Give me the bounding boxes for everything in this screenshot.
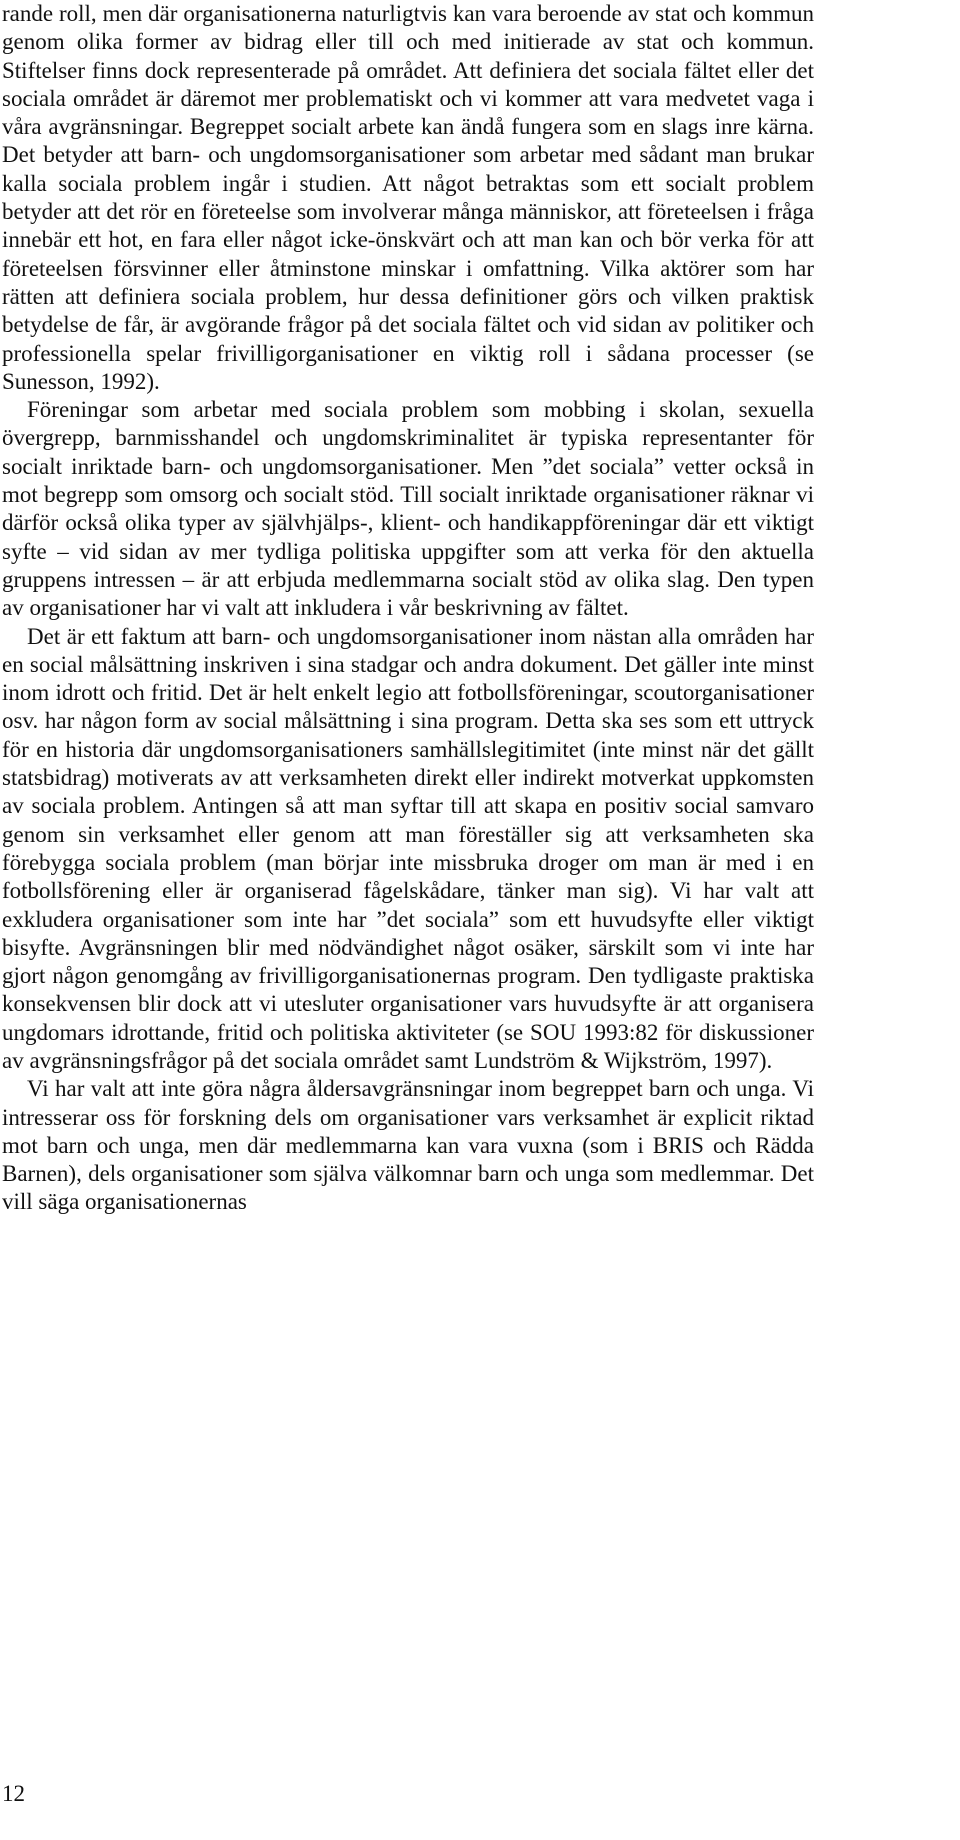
- page-number: 12: [2, 1781, 25, 1806]
- paragraph-4: Vi har valt att inte göra några åldersavgränsningar inom begreppet barn och unga. Vi intresserar oss för forskning dels om organisationer vars verksamhet är explicit riktad mot barn och unga, men där medlemmarna kan vara vuxna (som i BRIS och Rädda Barnen), dels organisationer som själva välkomnar barn och unga som medlemmar. Det vill säga organisationernas: [2, 1076, 814, 1215]
- paragraph-3: Det är ett faktum att barn- och ungdomsorganisationer inom nästan alla områden har en social målsättning inskriven i sina stadgar och andra dokument. Det gäller inte minst inom idrott och fritid. Det är helt enkelt legio att fotbollsföreningar, scoutorganisationer osv. har någon form av social målsättning i sina program. Detta ska ses som ett uttryck för en historia där ungdomsorganisationers samhällslegitimitet (inte minst när det gällt statsbidrag) motiverats av att verksamheten direkt eller indirekt motverkat uppkomsten av sociala problem. Antingen så att man syftar till att skapa en positiv social samvaro genom sin verksamhet eller genom att man föreställer sig att verksamheten ska förebygga sociala problem (man börjar inte missbruka droger om man är med i en fotbollsförening eller är organiserad fågelskådare, tänker man sig). Vi har valt att exkludera organisationer som inte har ”det sociala” som ett huvudsyfte eller viktigt bisyfte. Avgränsningen blir med nödvändighet något osäker, särskilt som vi inte har gjort någon genomgång av frivilligorganisationernas program. Den tydligaste praktiska konsekvensen blir dock att vi utesluter organisationer vars huvudsyfte är att organisera ungdomars idrottande, fritid och politiska aktiviteter (se SOU 1993:82 för diskussioner av avgränsningsfrågor på det sociala området samt Lundström & Wijkström, 1997).: [2, 623, 814, 1073]
- paragraph-2: Föreningar som arbetar med sociala problem som mobbing i skolan, sexuella övergrepp, barnmisshandel och ungdomskriminalitet är typiska representanter för socialt inriktade barn- och ungdomsorganisationer. Men ”det sociala” vetter också in mot begrepp som omsorg och socialt stöd. Till socialt inriktade organisationer räknar vi därför också olika typer av självhjälps-, klient- och handikappföreningar där ett viktigt syfte – vid sidan av mer tydliga politiska uppgifter som att verka för den aktuella gruppens intressen – är att erbjuda medlemmarna socialt stöd av olika slag. Den typen av organisationer har vi valt att inkludera i vår beskrivning av fältet.: [2, 397, 814, 621]
- paragraph-1: rande roll, men där organisationerna naturligtvis kan vara beroende av stat och kommun genom olika former av bidrag eller till och med initierade av stat och kommun. Stiftelser finns dock representerade på området. Att definiera det sociala fältet eller det sociala området är däremot mer problematiskt och vi kommer att vara medvetet vaga i våra avgränsningar. Begreppet socialt arbete kan ändå fungera som en slags inre kärna. Det betyder att barn- och ungdomsorganisationer som arbetar med sådant man brukar kalla sociala problem ingår i studien. Att något betraktas som ett socialt problem betyder att det rör en företeelse som involverar många människor, att företeelsen i fråga innebär ett hot, en fara eller något icke-önskvärt och att man kan och bör verka för att företeelsen försvinner eller åtminstone minskar i omfattning. Vilka aktörer som har rätten att definiera sociala problem, hur dessa definitioner görs och vilken praktisk betydelse de får, är avgörande frågor på det sociala fältet och vid sidan av politiker och professionella spelar frivilligorganisationer en viktig roll i sådana processer (se Sunesson, 1992).: [2, 1, 814, 394]
- body-text: [2, 0, 814, 1217]
